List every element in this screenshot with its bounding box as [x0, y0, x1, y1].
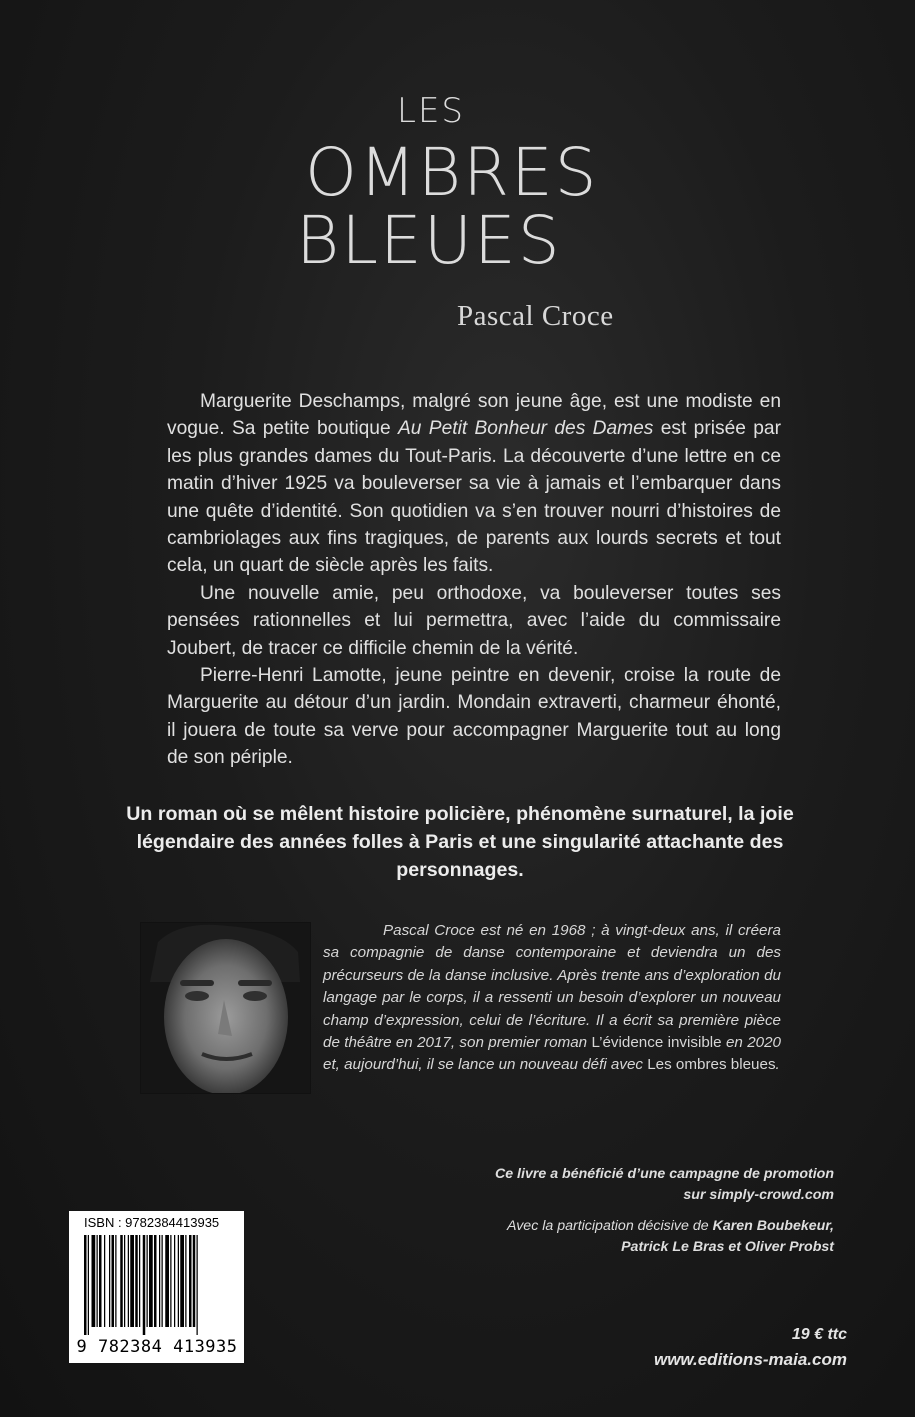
- isbn-label: ISBN : 9782384413935: [84, 1215, 220, 1230]
- author-bio: Pascal Croce est né en 1968 ; à vingt-deux ans, il créera sa compagnie de danse contemporaine et deviendra un des précurseurs de la danse inclusive. Après trente ans d’exploration du langage par le corps, il a ressenti un besoin d’explorer un nouveau champ d’expression, celui de l’écriture. Il a écrit sa première pièce de théâtre en 2017, son premier roman L’évidence invisible en 2020 et, aujourd’hui, il se lance un nouveau défi avec Les ombres bleues.: [323, 922, 781, 1074]
- barcode-bar: [130, 1235, 134, 1327]
- blurb-paragraph-1: Marguerite Deschamps, malgré son jeune âge, est une modiste en vogue. Sa petite boutique Au Petit Bonheur des Dames est prisée par les plus grandes dames du Tout-Paris. La découverte d’une lettre en ce matin d’hiver 1925 va bouleverser sa vie à jamais et l’embarquer dans une quête d’identité. Son quotidien va s’en trouver nourri d’histoires de cambriolages aux fins tragiques, de parents aux lourds secrets et tout cela, un quart de siècle après les faits.: [167, 391, 781, 577]
- barcode-bar: [139, 1235, 140, 1327]
- barcode-bar: [174, 1235, 175, 1327]
- tagline: Un roman où se mêlent histoire policière, phénomène surnaturel, la joie légendaire des années folles à Paris et une singularité attachante des personnages.: [126, 803, 794, 881]
- barcode-bar: [128, 1235, 129, 1327]
- barcode-bar: [92, 1235, 96, 1327]
- shop-name: Au Petit Bonheur des Dames: [397, 418, 654, 440]
- barcode-bar: [180, 1235, 184, 1327]
- promo-line-2: sur simply-crowd.com: [683, 1186, 834, 1203]
- price: 19 € ttc: [791, 1326, 847, 1343]
- barcode-bar: [135, 1235, 138, 1327]
- barcode-bar: [197, 1235, 198, 1335]
- first-novel-title: L’évidence invisible: [591, 1034, 722, 1052]
- barcode-bar: [193, 1235, 196, 1327]
- barcode-bar: [99, 1235, 102, 1327]
- barcode-bar: [189, 1235, 192, 1327]
- promo-line-1: Ce livre a bénéficié d’une campagne de promotion: [494, 1166, 834, 1182]
- blurb-paragraph-3: Pierre-Henri Lamotte, jeune peintre en devenir, croise la route de Marguerite au détour d’un jardin. Mondain extraverti, charmeur éhonté, il jouera de toute sa verve pour accompagner Marguerite tout au long de son périple.: [167, 665, 781, 769]
- barcode-bar: [149, 1235, 153, 1327]
- promo-notes: [420, 1164, 834, 1257]
- promo-line-3: Avec la participation décisive de Karen Boubekeur,: [507, 1218, 834, 1234]
- barcode-bar: [109, 1235, 110, 1327]
- publisher-website: www.editions-maia.com: [653, 1350, 847, 1369]
- blurb-paragraph-2: Une nouvelle amie, peu orthodoxe, va bouleverser toutes ses pensées rationnelles et lui permettra, avec l’aide du commissaire Joubert, de tracer ce difficile chemin de la vérité.: [167, 582, 781, 659]
- title-les: LES: [397, 91, 466, 131]
- barcode-icon: [84, 1235, 234, 1335]
- blurb: [167, 388, 781, 772]
- barcode-bar: [170, 1235, 171, 1327]
- barcode-bar: [165, 1235, 169, 1327]
- barcode-bar: [120, 1235, 123, 1327]
- barcode-bar: [154, 1235, 157, 1327]
- barcode-bar: [185, 1235, 186, 1327]
- barcode-digits: 9 782384 413935: [76, 1337, 238, 1357]
- author-name: Pascal Croce: [457, 300, 614, 332]
- this-novel-title: Les ombres bleues: [647, 1056, 776, 1074]
- barcode-bar: [104, 1235, 105, 1327]
- barcode-bar: [147, 1235, 148, 1327]
- title-ombres: OMBRES: [305, 134, 599, 211]
- barcode-bar: [115, 1235, 116, 1327]
- barcode-bar: [143, 1235, 146, 1335]
- barcode-bar: [112, 1235, 115, 1327]
- barcode-bar: [178, 1235, 179, 1327]
- title-bleues: BLEUES: [296, 202, 562, 279]
- author-photo: [140, 922, 311, 1094]
- barcode-bar: [124, 1235, 125, 1327]
- promo-line-4: Patrick Le Bras et Oliver Probst: [621, 1238, 834, 1255]
- barcode-bar: [159, 1235, 160, 1327]
- barcode-bar: [97, 1235, 98, 1327]
- barcode-bar: [84, 1235, 87, 1335]
- barcode-box: [69, 1211, 244, 1363]
- barcode-bar: [162, 1235, 163, 1327]
- barcode-bar: [88, 1235, 89, 1335]
